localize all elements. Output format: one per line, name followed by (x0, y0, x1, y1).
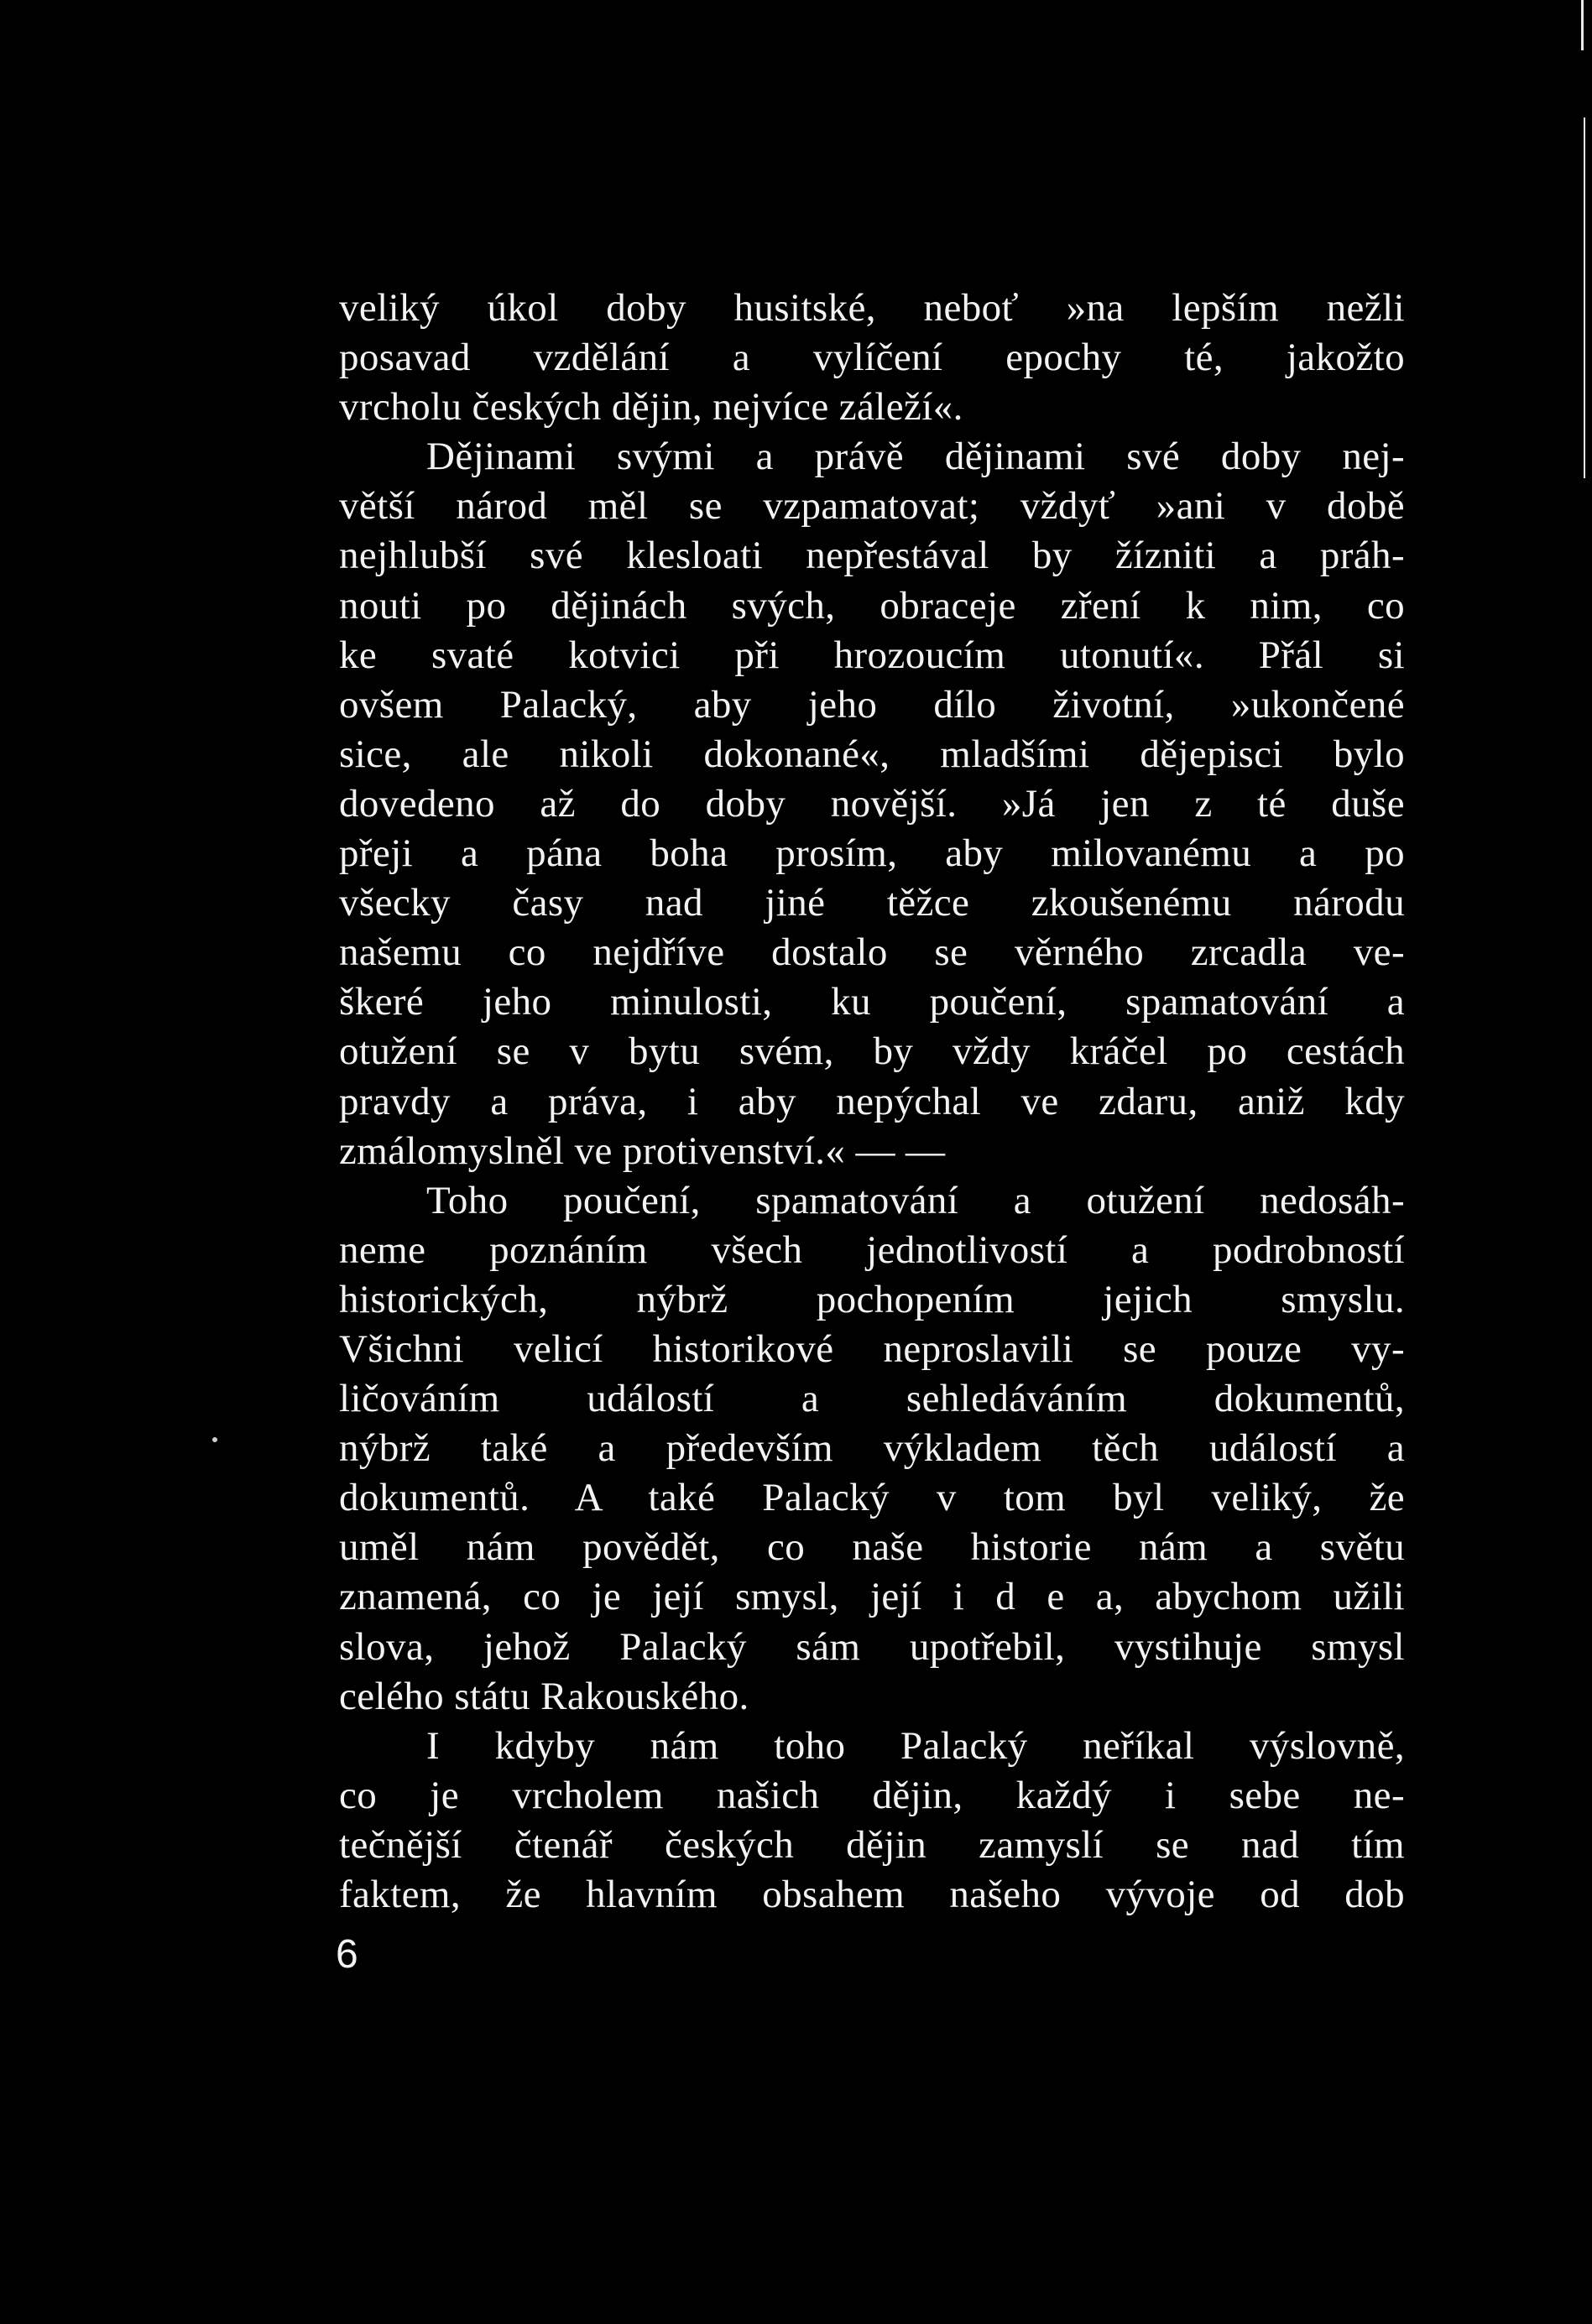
text-line: faktem, že hlavním obsahem našeho vývoje od dob (339, 1873, 1405, 1916)
text-line: tečnější čtenář českých dějin zamyslí se nad tím (339, 1822, 1405, 1867)
text-line: přeji a pána boha prosím, aby milovanému a po (339, 831, 1405, 876)
text-line: dokumentů. A také Palacký v tom byl veliký, že (339, 1476, 1405, 1520)
text-line: Všichni velicí historikové neproslavili se pouze vy- (339, 1326, 1405, 1371)
text-line: sice, ale nikoli dokonané«, mladšími dějepisci bylo (339, 732, 1405, 776)
text-line: nýbrž také a především výkladem těch událostí a (339, 1426, 1405, 1471)
text-line: našemu co nejdříve dostalo se věrného zrcadla ve- (339, 930, 1405, 975)
text-line: znamená, co je její smysl, její i d e a, abychom užili (339, 1575, 1405, 1619)
text-line: nejhlubší své klesloati nepřestával by žízniti a práh- (339, 534, 1405, 578)
text-line: dovedeno až do doby novější. »Já jen z té duše (339, 781, 1405, 826)
text-line: neme poznáním všech jednotlivostí a podrobností (339, 1227, 1405, 1272)
text-line: zmálomyslněl ve protivenství.« — — (339, 1128, 946, 1173)
text-line: ovšem Palacký, aby jeho dílo životní, »ukončené (339, 682, 1405, 727)
scan-edge-artifact (1584, 117, 1585, 478)
text-line: veliký úkol doby husitské, neboť »na lepším nežli (339, 286, 1405, 330)
page-number: 6 (336, 1932, 358, 1977)
scan-speck (212, 1437, 217, 1442)
text-line: ke svaté kotvici při hrozoucím utonutí«. Přál si (339, 633, 1405, 677)
text-line: historických, nýbrž pochopením jejich smyslu. (339, 1277, 1405, 1321)
text-line: nouti po dějinách svých, obraceje zření k nim, co (339, 583, 1405, 628)
text-line: celého státu Rakouského. (339, 1674, 749, 1718)
text-line: I kdyby nám toho Palacký neříkal výslovně, (426, 1723, 1405, 1768)
text-line: škeré jeho minulosti, ku poučení, spamatování a (339, 980, 1405, 1024)
text-line: co je vrcholem našich dějin, každý i sebe ne- (339, 1773, 1405, 1817)
body-text (339, 284, 1405, 1920)
text-line: slova, jehož Palacký sám upotřebil, vystihuje smysl (339, 1624, 1405, 1669)
text-line: větší národ měl se vzpamatovat; vždyť »ani v době (339, 484, 1405, 529)
text-line: ličováním událostí a sehledáváním dokumentů, (339, 1377, 1405, 1421)
text-line: otužení se v bytu svém, by vždy kráčel po cestách (339, 1029, 1405, 1074)
scan-edge-artifact (1581, 0, 1584, 50)
text-line: Toho poučení, spamatování a otužení nedosáh- (426, 1178, 1405, 1222)
text-line: uměl nám povědět, co naše historie nám a světu (339, 1525, 1405, 1570)
text-line: pravdy a práva, i aby nepýchal ve zdaru, aniž kdy (339, 1079, 1405, 1123)
text-line: Dějinami svými a právě dějinami své doby nej- (426, 435, 1405, 479)
text-line: všecky časy nad jiné těžce zkoušenému národu (339, 881, 1405, 925)
text-line: posavad vzdělání a vylíčení epochy té, jakožto (339, 336, 1405, 380)
text-line: vrcholu českých dějin, nejvíce záleží«. (339, 385, 963, 430)
